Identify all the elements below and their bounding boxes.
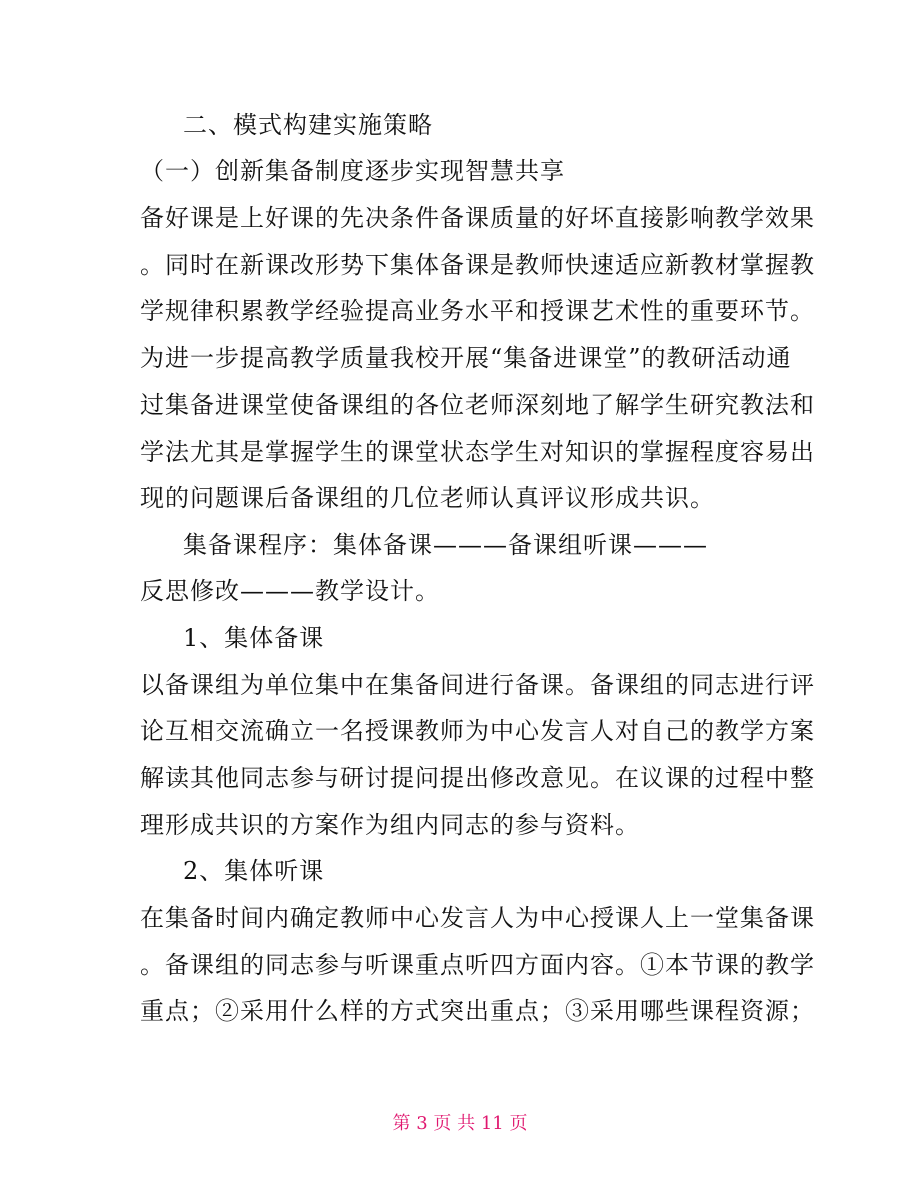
paragraph-line: 理形成共识的方案作为组内同志的参与资料。 bbox=[140, 811, 640, 839]
subsection-heading: （一）创新集备制度逐步实现智慧共享 bbox=[140, 157, 565, 185]
section2-title: 2、集体听课 bbox=[183, 857, 325, 885]
paragraph-line: 学法尤其是掌握学生的课堂状态学生对知识的掌握程度容易出 bbox=[140, 438, 815, 466]
paragraph-line: 解读其他同志参与研讨提问提出修改意见。在议课的过程中整 bbox=[140, 764, 815, 792]
paragraph-line: 以备课组为单位集中在集备间进行备课。备课组的同志进行评 bbox=[140, 671, 815, 699]
procedure-line: 集备课程序：集体备课———备课组听课——— bbox=[183, 531, 708, 559]
paragraph-line: 论互相交流确立一名授课教师为中心发言人对自己的教学方案 bbox=[140, 717, 815, 745]
paragraph-line: 为进一步提高教学质量我校开展“集备进课堂”的教研活动通 bbox=[140, 344, 792, 372]
section-heading: 二、模式构建实施策略 bbox=[183, 111, 433, 139]
page-number-footer: 第 3 页 共 11 页 bbox=[392, 1113, 528, 1134]
paragraph-line: 学规律积累教学经验提高业务水平和授课艺术性的重要环节。 bbox=[140, 297, 815, 325]
paragraph-line: 备好课是上好课的先决条件备课质量的好坏直接影响教学效果 bbox=[140, 204, 815, 232]
paragraph-line: 。同时在新课改形势下集体备课是教师快速适应新教材掌握教 bbox=[140, 251, 815, 279]
procedure-line: 反思修改———教学设计。 bbox=[140, 577, 440, 605]
paragraph-line: 。备课组的同志参与听课重点听四方面内容。①本节课的教学 bbox=[140, 951, 815, 979]
paragraph-line: 现的问题课后备课组的几位老师认真评议形成共识。 bbox=[140, 484, 715, 512]
paragraph-line: 重点；②采用什么样的方式突出重点；③采用哪些课程资源； bbox=[140, 997, 815, 1025]
paragraph-line: 过集备进课堂使备课组的各位老师深刻地了解学生研究教法和 bbox=[140, 391, 815, 419]
section1-title: 1、集体备课 bbox=[183, 624, 325, 652]
paragraph-line: 在集备时间内确定教师中心发言人为中心授课人上一堂集备课 bbox=[140, 904, 815, 932]
